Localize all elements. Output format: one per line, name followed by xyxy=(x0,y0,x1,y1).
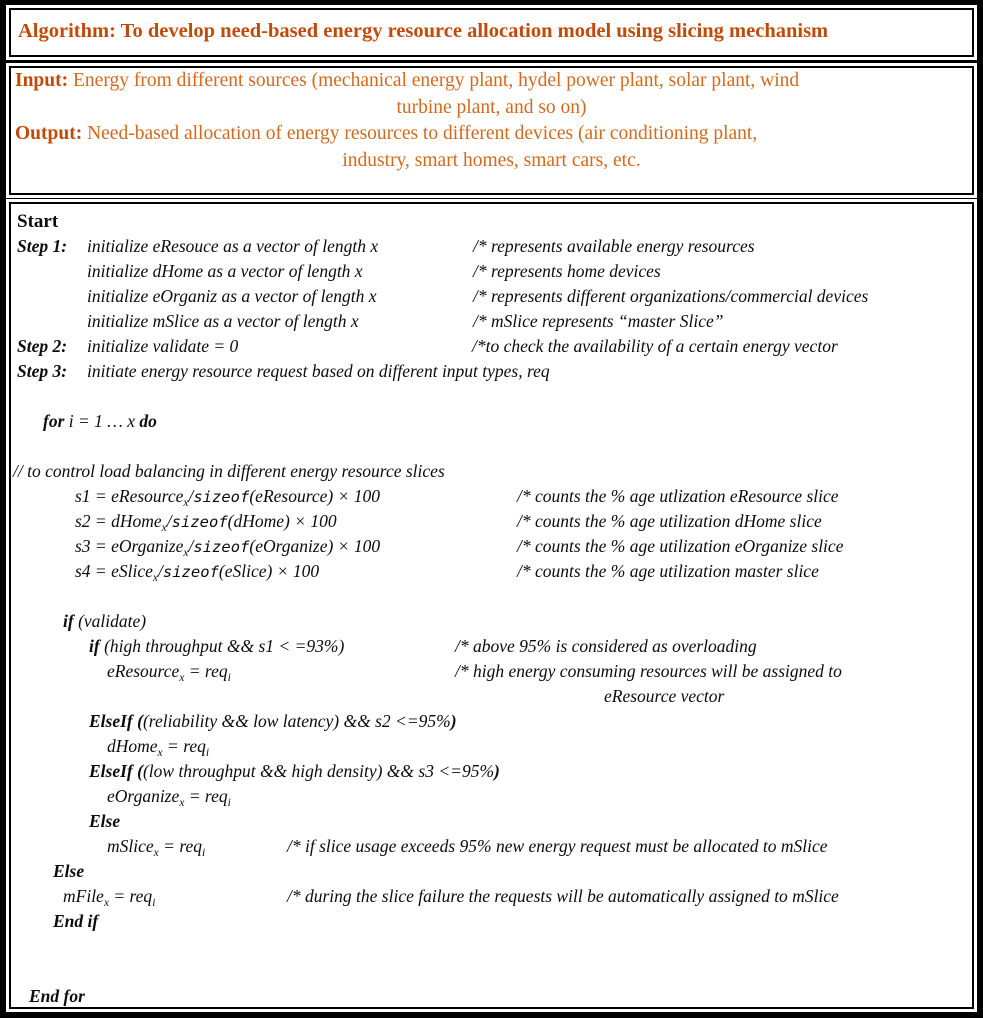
code-segment: mFile xyxy=(63,886,104,906)
code-segment: = req xyxy=(158,836,203,856)
code-comment: /* if slice usage exceeds 95% new energy request must be allocated to mSlice xyxy=(287,836,828,856)
code-line xyxy=(11,909,972,934)
code-comment: /* high energy consuming resources will be assigned to xyxy=(455,661,842,681)
code-positioned-group xyxy=(473,259,661,284)
code-segment: initialize eResouce as a vector of length x xyxy=(87,236,379,256)
code-segment: / xyxy=(188,536,194,556)
code-line xyxy=(11,559,972,584)
code-segment: sizeof xyxy=(171,513,228,531)
code-segment: s3 = eOrganize xyxy=(75,536,184,556)
code-segment: x xyxy=(183,547,189,559)
code-segment: initialize eOrganiz as a vector of length x xyxy=(87,286,377,306)
code-comment: /* mSlice represents “master Slice” xyxy=(473,311,724,331)
code-line xyxy=(11,359,972,384)
code-comment: /* counts the % age utilization eOrganize slice xyxy=(517,536,844,556)
code-segment: x xyxy=(103,897,109,909)
input-text-2: turbine plant, and so on) xyxy=(396,96,587,118)
code-line xyxy=(11,734,972,759)
input-line-2 xyxy=(11,95,972,122)
code-segment: / xyxy=(166,511,172,531)
code-comment: /* counts the % age utilization dHome slice xyxy=(517,511,822,531)
code-positioned-group xyxy=(517,559,819,584)
code-segment: x xyxy=(183,497,189,509)
code-positioned-group xyxy=(87,309,359,334)
code-positioned-group xyxy=(473,234,755,259)
code-blank-line xyxy=(11,584,972,609)
code-segment: = req xyxy=(108,886,153,906)
code-line xyxy=(11,684,972,709)
code-comment: // to control load balancing in different energy resource slices xyxy=(13,461,445,481)
code-positioned-group xyxy=(87,259,363,284)
pseudocode xyxy=(11,204,972,1009)
code-segment: Else xyxy=(53,861,85,881)
code-segment: x xyxy=(179,797,185,809)
code-segment: s2 = dHome xyxy=(75,511,162,531)
code-segment: sizeof xyxy=(193,538,250,556)
code-segment: i = 1 … x xyxy=(68,411,140,431)
code-segment: dHome xyxy=(107,736,158,756)
code-line xyxy=(11,809,972,834)
code-segment: do xyxy=(139,411,157,431)
code-positioned-group xyxy=(287,884,839,909)
code-segment: Else xyxy=(89,811,121,831)
code-segment: Step 1: xyxy=(17,236,68,256)
code-positioned-group xyxy=(473,284,868,309)
code-segment: initialize dHome as a vector of length x xyxy=(87,261,363,281)
code-segment: = req xyxy=(184,786,228,806)
code-segment: = req xyxy=(162,736,206,756)
output-line-1 xyxy=(11,121,972,148)
code-comment: /* counts the % age utlization eResource slice xyxy=(517,486,839,506)
code-segment: for xyxy=(43,411,69,431)
code-segment: if xyxy=(63,611,79,631)
code-segment: End for xyxy=(29,986,85,1006)
code-segment: i xyxy=(152,897,156,909)
code-comment: /* during the slice failure the requests will be automatically assigned to mSlice xyxy=(287,886,839,906)
code-line xyxy=(11,834,972,859)
code-line xyxy=(11,534,972,559)
code-positioned-group xyxy=(87,359,550,384)
code-blank-line xyxy=(11,434,972,459)
code-segment: i xyxy=(227,672,231,684)
code-line xyxy=(11,609,972,634)
code-segment: sizeof xyxy=(193,488,250,506)
code-segment: Step 3: xyxy=(17,361,68,381)
code-line xyxy=(11,634,972,659)
code-line xyxy=(11,859,972,884)
code-line xyxy=(11,759,972,784)
code-comment: /* represents available energy resources xyxy=(473,236,755,256)
code-line xyxy=(11,209,972,234)
code-line xyxy=(11,284,972,309)
code-positioned-group xyxy=(87,234,378,259)
code-line xyxy=(11,884,972,909)
code-segment: eOrganize xyxy=(107,786,180,806)
output-line-2 xyxy=(11,148,972,175)
code-comment: /*to check the availability of a certain energy vector xyxy=(472,336,838,356)
code-segment: End if xyxy=(53,911,99,931)
title-box xyxy=(9,8,974,57)
output-text-1: Need-based allocation of energy resources to different devices (air conditioning plant, xyxy=(82,123,758,144)
code-segment: s4 = eSlice xyxy=(75,561,153,581)
code-positioned-group xyxy=(517,484,839,509)
output-label: Output: xyxy=(15,123,83,144)
code-segment: eResource xyxy=(107,661,180,681)
code-comment: /* above 95% is considered as overloading xyxy=(455,636,757,656)
code-segment: / xyxy=(158,561,163,581)
code-positioned-group xyxy=(287,834,828,859)
code-line xyxy=(11,709,972,734)
code-line xyxy=(11,234,972,259)
code-line xyxy=(11,409,972,434)
code-blank-line xyxy=(11,934,972,959)
code-line xyxy=(11,309,972,334)
code-blank-line xyxy=(11,959,972,984)
code-segment: / xyxy=(188,486,194,506)
code-positioned-group xyxy=(87,284,377,309)
code-segment: x xyxy=(161,522,167,534)
code-positioned-group xyxy=(87,334,238,359)
input-output-box xyxy=(9,66,974,195)
code-line xyxy=(11,984,972,1009)
code-blank-line xyxy=(11,384,972,409)
code-segment: (eOrganize) × 100 xyxy=(249,536,381,556)
code-line xyxy=(11,334,972,359)
code-segment: i xyxy=(202,847,206,859)
code-comment: /* represents different organizations/commercial devices xyxy=(473,286,869,306)
code-comment: /* represents home devices xyxy=(473,261,661,281)
code-segment: (eSlice) × 100 xyxy=(218,561,320,581)
code-segment: mSlice xyxy=(107,836,154,856)
code-segment: x xyxy=(157,747,163,759)
input-label: Input: xyxy=(15,70,69,91)
code-segment: Step 2: xyxy=(17,336,68,356)
code-positioned-group xyxy=(604,684,724,709)
code-segment: (high throughput && s1 < =93%) xyxy=(104,636,345,656)
code-segment: x xyxy=(153,847,159,859)
code-segment: initialize mSlice as a vector of length x xyxy=(87,311,359,331)
code-segment: i xyxy=(227,797,231,809)
code-positioned-group xyxy=(455,659,842,684)
output-text-2: industry, smart homes, smart cars, etc. xyxy=(342,149,641,171)
pseudocode-box xyxy=(9,202,974,1009)
code-segment: (eResource) × 100 xyxy=(249,486,381,506)
code-segment: x xyxy=(179,672,185,684)
input-text-1: Energy from different sources (mechanical energy plant, hydel power plant, solar plant, wind xyxy=(68,70,800,91)
code-segment: (validate) xyxy=(78,611,147,631)
code-line xyxy=(11,659,972,684)
code-positioned-group xyxy=(517,534,843,559)
code-positioned-group xyxy=(472,334,838,359)
code-line xyxy=(11,509,972,534)
code-positioned-group xyxy=(473,309,723,334)
code-segment: i xyxy=(205,747,210,759)
code-segment: ElseIf ( xyxy=(89,711,143,731)
code-segment: x xyxy=(152,572,159,584)
code-segment: ) xyxy=(494,761,500,781)
code-segment: sizeof xyxy=(162,563,219,581)
code-segment: s1 = eResource xyxy=(75,486,184,506)
code-segment: initialize validate = 0 xyxy=(87,336,239,356)
code-positioned-group xyxy=(517,509,822,534)
code-segment: (dHome) × 100 xyxy=(227,511,337,531)
code-segment: = req xyxy=(184,661,228,681)
algorithm-title: Algorithm: To develop need-based energy resource allocation model using slicing mechanism xyxy=(18,20,829,42)
code-segment: eResource vector xyxy=(604,686,725,706)
code-segment: ElseIf ( xyxy=(89,761,143,781)
code-line xyxy=(11,459,972,484)
code-line xyxy=(11,259,972,284)
code-segment: Start xyxy=(17,211,59,232)
code-segment: initiate energy resource request based on different input types, req xyxy=(87,361,550,381)
code-positioned-group xyxy=(455,634,757,659)
code-segment: (reliability && low latency) && s2 <=95% xyxy=(142,711,451,731)
input-line-1 xyxy=(11,68,972,95)
code-line xyxy=(11,484,972,509)
code-segment: if xyxy=(89,636,105,656)
code-segment: ) xyxy=(450,711,457,731)
code-line xyxy=(11,784,972,809)
code-comment: /* counts the % age utilization master slice xyxy=(517,561,819,581)
code-segment: (low throughput && high density) && s3 <=95% xyxy=(142,761,495,781)
